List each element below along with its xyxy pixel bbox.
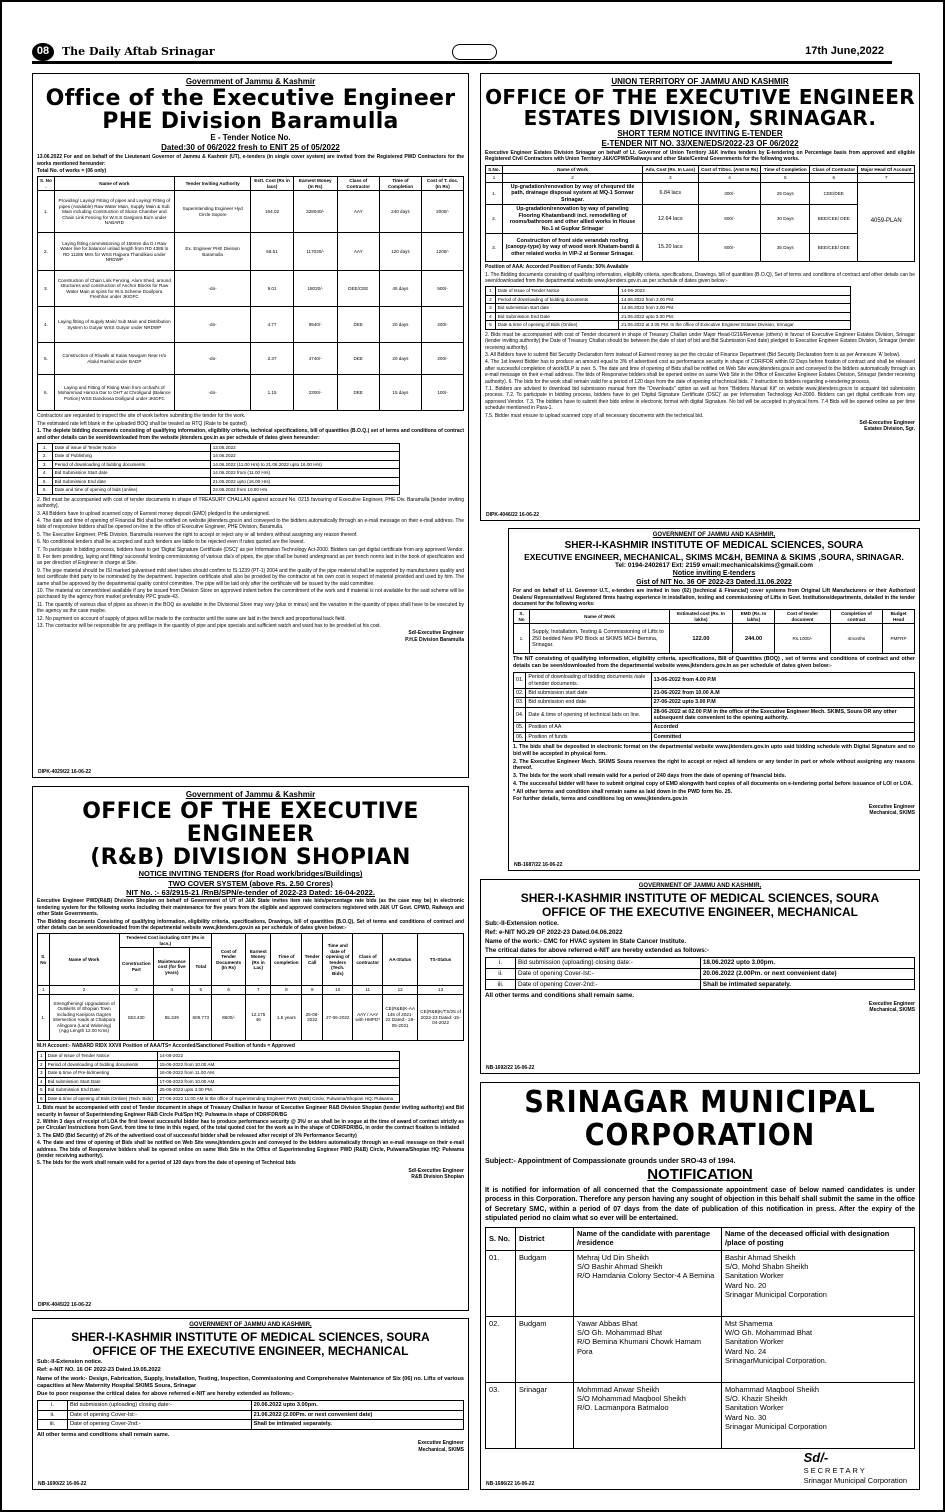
signature: Sd/-Executive Engineer	[408, 630, 464, 637]
dates-table: i. Bid submission (uploading) closing date:- 18.06.2022 upto 3.00pm. ii. Date of opening Cover-Ist:- 20.06.2022 (2.00Pm. or next convenient date) iii. Date of opening Cover-2nd:- Shall be intimated separately.	[485, 957, 915, 990]
dates-table: i. Bid submission (uploading) closing date:- 20.06.2022 upto 3.00pm. ii. Date of opening Cover-Ist:- 21.06.2022 (2.00Pm. or next convenient date) iii. Date of opening Cover-2nd:- Shall be intimated separately.	[37, 1400, 464, 1430]
table-row: 6. Laying and Fitting of Rising Main from orchad's of Mohammad Hamza Dar to OHT at Chroligund (Balance Portion) WSS Dandoosa Doiligund under JKIDFC -do- 1.15 2300/- DEE 15 days 100/-	[38, 375, 464, 411]
nit-no: E-TENDER NIT NO. 33/XEN/EDS/2022-23 OF 06/2022	[601, 139, 799, 148]
office-title: OFFICE OF THE EXECUTIVE ENGINEER, MECHANICAL	[541, 904, 859, 919]
para: 1. The deplete bidding documents consisting of qualifying information, eligibility criteria, technical specifications, bill of quantities (B.O.Q.) set of terms and conditions of contract and other details can be seen/downloaded from the website jktenders.gov.in as per schedule of dates given hereunder:	[37, 428, 464, 441]
ad-ref: NB-1690/22 16-06-22	[38, 1480, 87, 1487]
signature-office: Mechanical, SKIMS	[418, 1446, 464, 1453]
division-title: ESTATES DIVISION, SRINAGAR.	[523, 106, 877, 130]
term: 13. The contractor will be responsible for any prefilage in the quantity of pipe and pipe specials and sufficient watch and ward has to be provided at his cost.	[37, 622, 381, 629]
ad-ref: DIPK-4045/22 16-06-22	[38, 1301, 92, 1308]
extension-note: Due to poor response the critical dates for above referred e-NIT are hereby extended as follows;-	[37, 1390, 294, 1397]
total-works: Total No. of works = (06 only)	[37, 167, 107, 174]
office-title: OFFICE OF THE EXECUTIVE ENGINEER, MECHANICAL	[92, 1343, 409, 1358]
ad-ref: NB-1692/22 16-06-22	[486, 1064, 535, 1071]
institute-title: SHER-I-KASHMIR INSTITUTE OF MEDICAL SCIENCES, SOURA	[564, 539, 864, 551]
notice-title: NOTICE INVITING TENDERS (for Road work/bridges/Buildings)	[138, 869, 363, 879]
term: 8. For item providing, laying and fitting/ successful testing commissioning of various dia's of pipes, the pipe shall be buried underground as per trench norms laid in the book of specification and as per direction of Engineer in charge at Site.	[37, 554, 464, 567]
ad-ref: NB-1687/22 16-06-22	[514, 861, 563, 868]
term: 5. The Executive Engineer, PHE Division, Baramulla reserves the right to accept or reject any or all tenders without assigning any reason thereof.	[37, 531, 358, 538]
term: 7.1. Bidders are advised to download bid submission manual from the "Downloads" option as well as from "Bidders Manual Kit" on website www.jktenders.gov.in to acquaint bid submission process. 7.2. To participate in bidding process, bidders have to get 'Digital Signature Certificate (DSC)' as per Information Technology Act-2000. Bidders can get digital certificate from any approved Vendor. 7.3. The bidders have to submit their bids online in electronic format with digital Signature. No bid will be accepted in physical form. 7.4 Bids will be opened online as per time schedule mentioned in Para-1.	[485, 385, 915, 412]
secretary-label: SECRETARY	[803, 1466, 867, 1476]
term: 2. Bids must be accompanied with cost of Tender document in shape of Treasury Challan under Major Head-0216/Revenue (others) in favour of Executive Engineer Estates Division, Srinagar (tender inviting authority) the Date of Treasury Challan should be between the date of start of bid and Bid Submission End date) pledged to Executive Engineer Estates Division, Srinagar (tender receiving authority).	[485, 331, 915, 351]
works-table: S. No Name of Work Estimated cost (Rs. In lakhs) EMD (Rs. In lakhs) Cost of tender document Completion of contract Budget Head 1. Supply, Installation, Testing & Commissioning of Lifts to 250 bedded New IPD Block at SKIMS MCH Bemina, Srinagar. 122.00 244.00 Rs.1000/- 4months PMFRP	[513, 609, 915, 654]
office-title: OFFICE OF THE EXECUTIVE ENGINEER	[485, 85, 915, 109]
term: 4. The successful bidder will have to submit original copy of EMD alongwith hard copies of all documents on e-tendering portal before issuance of LOI or LOA.	[513, 780, 913, 787]
schedule-table: 1 Date of Issue of Tender Notice 14-06-2022 2 Period of downloading of bidding documents 15-06-2022 from 10.00 AM. 3 Date & time of Pre-bidmeeting 16-06-2022 from 11.00 AM. 4 Bid submission Start Date 17-06-2022 from 10.00 AM. 5 Bid Submission End Date 25-06-2022 upto 4.00 PM. 6 Date & time of opening of Bids (Online) (Tech. Bids) 27-06-2022 11:00 AM in the office of Superintending Engineer PWD (R&B) Circle, Pulwama/Shopian HQ: Pulwama	[37, 1051, 400, 1103]
intro: Executive Engineer Estates Division Srinagar on behalf of Lt. Governor of Union Territory J&K invites tenders by E-tendering on Percentage basis from approved and eligible Registered Civil Contractors with Union Territory J&K/CPWD/Railways and other State/Central Governments for the following works.	[485, 150, 915, 163]
term: 10. The material viz cement/steel available if any be issued from Division Store on approved indent before the commitment of the work and if material is not available for the said scheme will be purchased by the agency from market preferably PPC grade-43.	[37, 588, 464, 601]
schedule-table: 01. Period of downloading of bidding documents /sale of tender documents. 13-06-2022 from 4.00 P.M 02. Bid submission start date 21-06-2022 from 10.00 A.M 03. Bid submission end date 27-06-2022 upto 3.00 P.M 04. Date & time of opening of technical bids on line. 28-06-2022 at 02.00 P.M in the office of the Executive Engineer Mech. SKIMS, Soura OR any other subsequent date convenient to the opening authority. 05. Position of AA Accorded 06. Position of funds Committed	[513, 672, 915, 742]
term: 3. The bids for the work shall remain valid for a period of 240 days from the date of opening of financial bids.	[513, 773, 787, 780]
ad-ref: NB-1686/22 16-06-22	[486, 1480, 535, 1487]
works-table	[37, 176, 464, 411]
division-title: PHE Division Baramulla	[102, 109, 399, 135]
other-terms: All other terms and conditions shall remain same.	[37, 1432, 170, 1439]
ad-skims-extension-lifts	[32, 1318, 469, 1490]
signature: Executive Engineer	[868, 804, 915, 811]
term: For further details, terms and conditions log on www.jktenders.gov.in	[513, 796, 688, 803]
position: Position of AAA: Accorded Position of Funds: 50% Available	[485, 264, 629, 271]
signature-office: R&B Division Shopian	[411, 1174, 464, 1181]
term: 12. No payment on account of supply of pipes will be made to the contractor until the same are laid in the trench and proportional back field.	[37, 615, 346, 622]
term: 5. The bids for the work shall remain valid for a period of 120 days from the date of opening of Technical bids	[37, 1160, 296, 1167]
extension-note: The critical dates for above referred e-NIT are hereby extended as follows:-	[485, 947, 709, 955]
intro: 13.06.2022 For and on behalf of the Lieutenant Governor of Jammu & Kashmir (UT), e-tenders (in single cover system) are invited from the Registered PWD Contractors for the works mentioned hereunder:	[37, 154, 464, 167]
col-sno: S. No .	[38, 177, 55, 191]
gov-line: Government of Jammu & Kashmir	[185, 790, 316, 799]
term: 7. To participate in bidding process, bidders have to get 'Digital Signature Certificate (DSC)' as per Information Technology Act-2000. Bidders can get digital certificate from any approved Vendor.	[37, 546, 464, 553]
para: The NIT consisting of qualifying information, eligibility criteria, specifications, Bill of Quantities (BOQ) , set of terms and conditions of contract and other details can be seen/downloaded from the departmental website www.jktenders.gov.in as per schedule of dates given below:-	[513, 656, 915, 670]
term: 4. The date and time of opening of Bids shall be notified on Web Site www.jktenders.gov.in and conveyed to the bidders automatically through an e-mail message on their e-mail address. The bids of Responsive bidders shall be opened online on same Web Site in the Office of Superintending Engineer PWD (R&B) Circle, Pulwama/Shopian HQ: Pulwama (tender receiving authority).	[37, 1140, 464, 1159]
contact-line: Tel: 0194-2402617 Ext: 2159 email:mechanicalskims@gmail.com	[614, 561, 814, 569]
schedule-table: 1. Date of issue of Tender Notice 13.06.2022 2. Date of Publishing 14.06.2022 3. Period of downloading of bidding documents 14.06.2022 (11.00 Hrs) to 21.06.2022 upto 16.00 Hrs) 4. Bid Submission Start date 14.06.2022 from (11.00 Hrs) 5. Bid Submission End date 21.06.2022 upto (16.00 Hrs) 6. Date and time of opening of bids (online) 22.06.2022 from 10.00 Hrs	[37, 443, 400, 495]
signature: Executive Engineer	[417, 1440, 464, 1447]
institute-title: SHER-I-KASHMIR INSTITUTE OF MEDICAL SCIENCES, SOURA	[520, 890, 880, 905]
signature-office: Estates Division, Sgr.	[864, 426, 915, 433]
subject: Sub:-II-Extension notice.	[37, 1359, 103, 1366]
ad-phe-baramulla	[32, 73, 469, 778]
term: 6. No conditional tenders shall be accepted and such tenders are liable to be rejected even if rates quoted are the lowest.	[37, 539, 305, 546]
term: 11. The quantity of various dias of pipes as shown in the BOQ as available in the Divisional Store may vary (plus or minus) and the variation in the quantity of pipes shall have to be executed by the agency as the case maybe.	[37, 601, 464, 615]
para: The estimated rate left blank in the uploaded BOQ shall be treated as RTQ (Rate to be quoted)	[37, 420, 247, 427]
term: 9. The pipe material should be ISI marked galvanised mild steel tubes should confirm to IS:1239 (PT-1) 2004 and the quality of the pipe material shall be supported by manufacturers quality and test certificate third party to be nominated by the department. Inspection certificate shall also be provided by the contractor at his own cost in respect of material provided and used by him. The same shall be approved by the departmental quality control committee. The pipe will be laid only after the certificate will be issued by the said committee.	[37, 567, 464, 587]
term: 2. Bid must be accompanied with cost of tender documents in shape of TREASURY CHALLAN against account No. 0215 favouring of Executive Engineer, PHE Div. Baramulla [tender inviting authority].	[37, 496, 464, 510]
notice-dated: Dated:30 of 06/2022 fresh to ENIT 25 of 05/2022	[161, 143, 340, 153]
signature-office: P.H.E Division Baramulla	[405, 636, 464, 643]
notice-title: Notice inviting E-tenders	[672, 569, 756, 577]
gov-line: GOVERNMENT OF JAMMU AND KASHMIR,	[652, 532, 776, 538]
work-name: Name of the work:- Design, Fabrication, Supply, Installation, Testing, Inspection, Commissioning and Comprehensive Maintenance of Six (06) no. Lifts of various capacities at New Maternity Hospital SKIMS Soura, Srinagar	[37, 1375, 464, 1389]
signature-office: Mechanical, SKIMS	[869, 810, 915, 817]
nit-no: NIT No. :- 63/2915-21 /RnB/SPN/e-tender of 2022-23 Dated: 16-04-2022.	[126, 888, 375, 898]
term: 1. The bids shall be deposited in electronic format on the departmental website www.jktenders.gov.in upto said bidding schedule with Digital Signature and no bid will be accepted in physical form.	[513, 744, 915, 757]
notice-no: E - Tender Notice No.	[210, 133, 291, 143]
signature-office: Mechanical, SKIMS	[869, 1007, 915, 1014]
sd-mark: Sd/-	[803, 1450, 829, 1465]
nit-no: Gist of NIT No. 36 OF 2022-23 Dated.11.06.2022	[636, 578, 792, 586]
intro: For and on behalf of Lt. Governor U.T., e-tenders are invited in two (02) [technical & Financial] cover systems from Original Lift Manufacturers or their Authorized Dealers/ Representatives/ Registered firms having experience in installation, testing and commissioning of Lifts in Govt. Institutions/departments, detailed in the tender document for the following works:	[513, 588, 915, 608]
masthead-logo	[452, 44, 497, 60]
signature: Sd/-Executive Engineer	[408, 1167, 464, 1174]
reference: Ref: e-NIT NO.29 OF 2022-23 Dated.04.06.2022	[485, 929, 623, 937]
issue-date: 17th June,2022	[805, 44, 884, 57]
term: 2. The Executive Engineer Mech. SKIMS Soura reserves the right to accept or reject all tenders or any tender in part or whole without assigning any reasons thereof.	[513, 758, 915, 772]
table-row: 1. Supply, Installation, Testing & Commissioning of Lifts to 250 bedded New IPD Block at SKIMS MCH Bemina, Srinagar. 122.00 244.00 Rs.1000/- 4months PMFRP	[514, 624, 915, 654]
subject: Sub:-II-Extension notice.	[485, 920, 559, 928]
table-row: 3. Construction of Chain Link Fencing, Alum Shed, around structures and construction of Anchor Blocks for Raw Water Main at spots for W.S.Scheme Dooilpora Freshhar under JKIDFC -do- 9.01 18020/- DEE/CEE 45 days 500/-	[38, 271, 464, 307]
position: M.H Account:- NABARD RIDX XXVII Position of AAA/TS= Accorded/Sanctioned Position of funds = Approved	[37, 1042, 295, 1049]
table-row: 01. Budgam Mehraj Ud Din Sheikh S/O Bashir Ahmad Sheikh R/O Hamdania Colony Sector-4 A Bemina Bashir Ahmad Sheikh S/O. Mohd Shabn Sheikh Sanitation Worker Ward No. 20 Srinagar Municipal Corporation	[486, 1250, 915, 1316]
table-row: 03. Srinagar Mohmmad Anwar Sheikh S/O Mohammad Maqbool Sheikh R/O. Lacmanpora Batmaloo Mohammad Maqbool Sheikh S/O. Khazir Sheikh Sanitation Worker Ward No. 30 Srinagar Municipal Corporation	[486, 1382, 915, 1448]
table-row: 4. Laying fitting of Supply Main/ Sub Main and Distribution System to Gutyar WSS Gutyar under NRDWP -do- 4.77 9540/- DEE 20 days 200/-	[38, 307, 464, 343]
table-row: 02. Budgam Yawar Abbas Bhat S/O Gh. Mohammad Bhat R/O Bemina Khumani Chowk Hamam Pora Mst Shamema W/O Gh. Mohammad Bhat Sanitation Worker Ward No. 24 SrinagarMunicipal Corporation.	[486, 1316, 915, 1382]
ad-ref: DIPK-4046/22 16-06-22	[486, 511, 540, 518]
intro: Executive Engineer PWD(R&B) Division Shopian on behalf of Government of UT of J&K State invites item rate bids/percentage rate bids (as the case may be) in electronic tendering system for the following works including their maintenance for five years from the eligible and approved contractors registered with J&K UT Govt. CPWD, Railways and other State Governments.	[37, 898, 464, 918]
smc-title: SRINAGAR MUNICIPAL CORPORATION	[524, 1085, 876, 1153]
col-name: Name of work	[54, 177, 174, 191]
term: 3. All Bidders have to submit Bid Security Declaration form instead of Earnest money as per the circular of Finance Department (Bid Security Declaration form is as per Annexure 'A' below).	[485, 352, 901, 359]
smc-signature	[804, 1450, 907, 1485]
candidates-table: S. No. District Name of the candidate with parentage /residence Name of the deceased official with designation /place of posting 01. Budgam Mehraj Ud Din Sheikh S/O Bashir Ahmad Sheikh R/O Hamdania Colony Sector-4 A Bemina Bashir Ahmad Sheikh S/O. Mohd Shabn Sheikh Sanitation Worker Ward No. 20 Srinagar Municipal Corporation 02. Budgam Yawar Abbas Bhat S/O Gh. Mohammad Bhat R/O Bemina Khumani Chowk Hamam Pora Mst Shamema W/O Gh. Mohammad Bhat Sanitation Worker Ward No. 24 SrinagarMunicipal Corporation. 03. Srinagar Mohmmad Anwar Sheikh S/O Mohammad Maqbool Sheikh R/O. Lacmanpora Batmaloo Mohammad Maqbool Sheikh S/O. Khazir Sheikh Sanitation Worker Ward No. 30 Srinagar Municipal Corporation	[485, 1227, 915, 1449]
table-row: 1. Providing/ Laying/ Fitting of pipes and Laying/ Fitting of pipes (Available) Raw Water Main, Supply Main & Sub Main including Construction of Sluice Chamber and Chain Link Fencing for W.S.S Ganjpora Burn under NABARD Superintending Engineer Hyd Circle Sopore 164.02 328040/- AAY 240 days 2000/-	[38, 191, 464, 233]
subject: Subject:- Appointment of Compassionate grounds under SRO-43 of 1994.	[485, 1156, 736, 1165]
institute-title: SHER-I-KASHMIR INSTITUTE OF MEDICAL SCIENCES, SOURA	[71, 1329, 430, 1344]
paper-name: The Daily Aftab Srinagar	[62, 44, 215, 58]
table-row: 1. Strengthening/ Upgradation of Outskirts of Shopian Town including Kanipora Gagren intersection roads at Chatipora Alingpora (Land Widening) (Agg Length 12.00 Kms) 553.430 55.349 608.773 8500/- 12.175 46 1.5 years 25-06-2022 27-06-2022 AAY / AAY with HMPD* CE(R&B)K-AA 145 of 2021-22 Dated:- 29-05-2021 CE(R&B)K/TS/25 of 2022-23 Dated:-15-04-2022	[38, 994, 464, 1040]
ad-skims-lifts	[508, 528, 920, 871]
reference: Ref: e-NIT NO. 16 OF 2022-23 Dated.19.05.2022	[37, 1367, 161, 1374]
gov-line: GOVERNMENT OF JAMMU AND KASHMIR,	[638, 883, 762, 889]
works-table: S. No Name of Work Tendered Cost including GST (Rs in lacs.) Cost of Tender Documents (In Rs) Earnest Money (Rs in Lac) Time of completion Tender Call Time and date of opening of tenders (Tech. Bids) Class of contractor AA-Status TS-Status Construction Part Maintenance cost (for five years) Total 1 2 3 4 5 6 7 8 9 10 11 12 13 1. Strengthening/ Upgradation of Outskirts of Shopian Town including Kanipora Gagren intersection roads at Chatipora Alingpora (Land Widening) (Agg Length 12.00 Kms) 553.430 55.349 608.773 8500/- 12.175 46 1.5 years 25-06-2022 27-06-2022 AAY / AAY with HMPD* CE(R&B)K-AA 145 of 2021-22 Dated:- 29-05-2021 CE(R&B)K/TS/25 of 2022-23 Dated:-15-04-2022	[37, 933, 464, 1041]
other-terms: All other terms and conditions shall remain same.	[485, 992, 635, 1000]
work-name: Name of the work:- CMC for HVAC system in State Cancer Institute.	[485, 938, 687, 946]
col-emd: Earnest Money (In Rs)	[293, 177, 337, 191]
table-row: 3. Construction of front side verandah roofing (canopy-type) by way of wood work Khatam-bandi & other related works in VIP-2 at Sonwar Srinagar. 15.20 lacs 800/- 35 Days BEE/CEE/ DEE	[486, 234, 915, 262]
page-number: 08	[32, 43, 54, 61]
table-row: 2. Laying fitting commissioning of 150mm dia D.I Raw Water line for balance/ unlaid length from RD 4385 to RD 11285 Mtrs for WSS Rajpora Thandikasi under NRDWP Ex. Engineer PHE Division Baramulla 58.51 117020/- AAY 120 days 1200/-	[38, 233, 464, 271]
gov-line: GOVERNMENT OF JAMMU AND KASHMIR,	[189, 1322, 312, 1328]
table-row: 1. Up-gradation/renovation by way of chequred tile path, drainage disposal system at MQ-1 Sonwar Srinagar. 6.84 lacs 300/- 25 Days CEE/DEE 4059-PLAN	[486, 182, 915, 204]
schedule-table: 1 Date of Issue of Tender Notice 14-06-2022 2 Period of downloading of bidding documents 14.06.2022 from 3.00 PM. 3 Bid submission start date 14.06.2022 from 3.00 PM. 4 Bid Submission End Date 21.06.2022 upto 3.00 PM. 5 Date & time of opening of Bids (Online) 21.06.2022 at 3.05 PM. In the office of Executive Engineer Estates Division, Srinagar.	[485, 286, 851, 330]
office-title: Office of the Executive Engineer	[45, 86, 456, 111]
signature: Sd/-Executive Engineer	[859, 419, 915, 426]
table-row: 2. Up-gradation/renovation by way of paneling Flooring Khatambandi incl. remodelling of rooms/bathroom and other allied works in House No.1 at Gupkar Srinagar 12.64 lacs 600/- 30 Days BEE/CEE/ DEE	[486, 205, 915, 234]
org-label: Srinagar Municipal Corporation	[803, 1475, 907, 1485]
col-authority: Tender Inviting Authority	[174, 177, 251, 191]
notification-heading: NOTIFICATION	[647, 1166, 753, 1184]
page-header	[32, 42, 892, 64]
gov-line: Government of Jammu & Kashmir	[185, 77, 316, 86]
table-row: 5. Construction of R/walls at Kalas Nowgam Near H/o Abdul Rashid under BADP -do- 2.37 4740/- DEE 20 days 200/-	[38, 343, 464, 375]
gov-line: UNION TERRITORY OF JAMMU AND KASHMIR	[611, 77, 789, 86]
ad-estates-division	[480, 73, 920, 521]
col-cost: Estt. Cost (Rs in lacs)	[251, 177, 293, 191]
cover-system: TWO COVER SYSTEM (above Rs. 2.50 Crores)	[168, 878, 333, 888]
para: 1. The Bidding documents consisting of qualifying information, eligibility criteria, specifications, Drawings, bill of quantities (B.O.Q), Set of terms and conditions of contract and other details can be seen/downloaded from the departmental website www.jktenders.gov.in as per schedule of dates given below:-	[485, 271, 915, 284]
term: 3. All Bidders have to upload scanned copy of Earnest money deposit (EMD) pledged to the undersigned.	[37, 510, 270, 517]
para: Contractors are requested to inspect the site of work before submitting the tender for the work.	[37, 413, 246, 420]
ad-skims-extension-hvac	[480, 879, 920, 1074]
col-doc: Cost of T. doc. (In Rs)	[422, 177, 464, 191]
signature: Executive Engineer	[868, 1001, 915, 1008]
intro: It is notified for information of all concerned that the Compassionate appointment case of below named candidates is under process in this Corporation. Therefore any person having any sought of objection in this behalf shall submit the same in the office of Secretary SMC, within a period of 07 days from the date of publication of this notification in press. After the expiry of the stipulated period no claim what so ever will be entertained.	[485, 1186, 915, 1222]
col-time: Time of Completion	[379, 177, 422, 191]
ad-srinagar-municipal-corporation	[480, 1082, 920, 1490]
term: 2. Within 3 days of receipt of LOA the first lowest successful bidder has to produce performance security @ 3%/ or as shall be in vogue at the time of award of contract strictly as per Circular/ Instructions from Govt. from time to time in this regard, of the total quoted cost for the work as in the shape of CDR/FDR/BG, in order the contract fixation is initiated	[37, 1119, 464, 1132]
ad-ref: DIPK-4029/22 16-06-22	[38, 768, 92, 775]
office-title: OFFICE OF THE EXECUTIVE ENGINEER	[82, 799, 419, 848]
division-title: (R&B) DIVISION SHOPIAN	[90, 845, 411, 871]
col-class: Class of Contractor	[337, 177, 379, 191]
works-table: S.No. Name of Work Adv. Cost (Rs. In Lacs) Cost of T/Doc. (Amt In Rs) Time of Completion Class of Contractor Major Head Of Account 1 2 3 4 5 6 7 1. Up-gradation/renovation by way of chequred tile path, drainage disposal system at MQ-1 Sonwar Srinagar. 6.84 lacs 300/- 25 Days CEE/DEE 4059-PLAN 2. Up-gradation/renovation by way of paneling Flooring Khatambandi incl. remodelling of rooms/bathroom and other allied works in House No.1 at Gupkar Srinagar 12.64 lacs 600/- 30 Days BEE/CEE/ DEE 3. Construction of front side verandah roofing (canopy-type) by way of wood work Khatam-bandi & other related works in VIP-2 at Sonwar Srinagar. 15.20 lacs 800/- 35 Days BEE/CEE/ DEE	[485, 165, 915, 262]
term: 1. Bids must be accompanied with cost of Tender document in shape of Treasury Challan in favour of Executive Engineer R&B Division Shopian (tender inviting authority) and Bid security in favour of Superintending Engineer R&B Circle Pul/Spn HQ: Pulwama in shape of CDR/FDR/BG	[37, 1105, 464, 1118]
term: 4. The 1st lowest Bidder has to produce an amount equal to 3% of advertised cost as performance security in shape of CDR/FDR within 02 Days before fixation of contract and shall be released after successful completion of work/DLP is over. 5. The date and time of opening of Bids shall be notified on Web Site www.jktenders.gov.in and conveyed to the bidders automatically through an e-mail message on their e-mail address. The bids of Responsive bidders shall be opened online on same Web Site in the Office of Executive Engineer Estates Division, Srinagar (tender receiving authority). 6. The bids for the work shall remain valid for a period of 120 days from the date of opening of technical bids. 7 Instruction to bidders regarding e-tendering process.	[485, 359, 915, 385]
term: * All other terms and condition shall remain same as laid down in the PWD form No. 25.	[513, 788, 733, 795]
ad-rnb-shopian	[32, 786, 469, 1311]
term: 3. The EMD (Bid Security) of 2% of the advertised cost of successful bidder shall be released after receipt of 3% Performance Security)	[37, 1132, 357, 1139]
office-title: EXECUTIVE ENGINEER, MECHANICAL, SKIMS MC&H, BEMINA & SKIMS ,SOURA, SRINAGAR.	[524, 551, 904, 562]
term: 4. The date and time of opening of Financial Bid shall be notified on website jktenders.gov.in and conveyed to the bidders automatically through an e-mail message on their e-mail address. The bids of responsive bidders shall be opened on-line in the office of Executive Engineer, PHE Division, Baramulla.	[37, 518, 464, 531]
notice-title: SHORT TERM NOTICE INVITING E-TENDER	[617, 129, 783, 138]
term: 7.5. Bidder must ensure to upload scanned copy of all necessary documents with the technical bid.	[485, 412, 704, 419]
intro-2: The Bidding documents Consisting of qualifying information, eligibility criteria, specifications, Drawings, bill of quantities (B.O.Q), Set of terms and conditions of contract and other details can be seen/downloaded from the departmental website www.jktenders.gov.in as per schedule of dates given below:-	[37, 918, 464, 931]
